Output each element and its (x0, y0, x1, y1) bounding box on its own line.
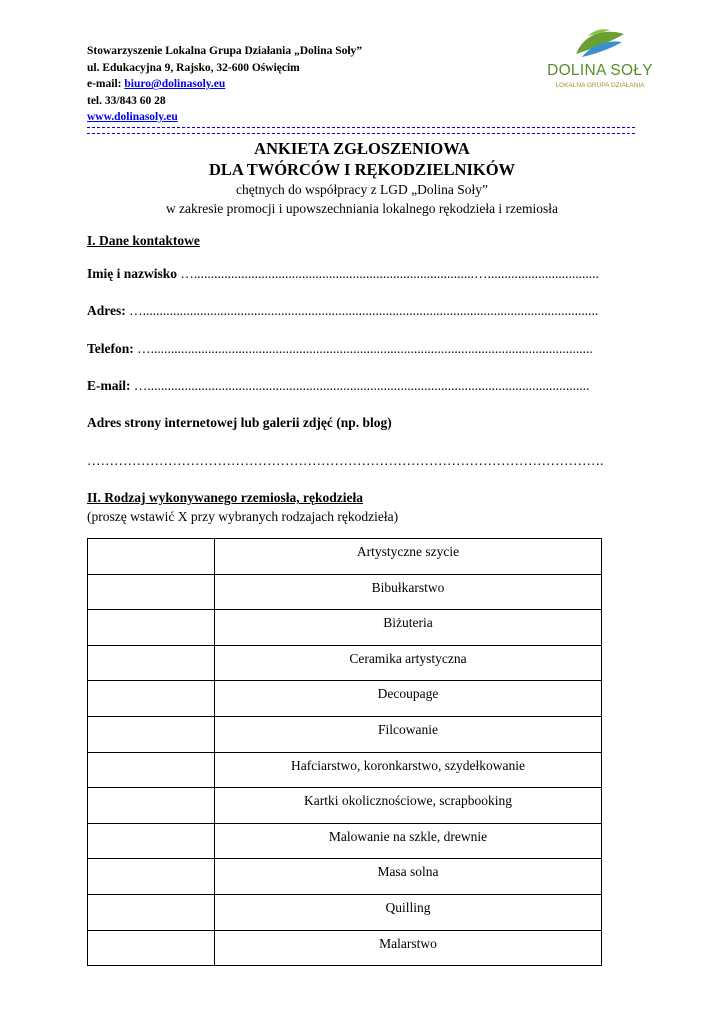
organization-info (87, 43, 362, 126)
address-dots: …....................................................................................................................................... (125, 303, 599, 318)
table-row (88, 681, 602, 717)
table-row (88, 930, 602, 966)
craft-checkbox-cell[interactable] (88, 716, 215, 752)
phone-label: Telefon: (87, 341, 134, 356)
name-dots: …...................................................................................…................................. (177, 266, 599, 281)
craft-name: Malowanie na szkle, drewnie (215, 823, 602, 859)
dolina-soly-logo (540, 24, 660, 94)
craft-checkbox-cell[interactable] (88, 681, 215, 717)
craft-checkbox-cell[interactable] (88, 539, 215, 575)
email-dots: …................................................................................................................................... (130, 378, 590, 393)
craft-checkbox-cell[interactable] (88, 823, 215, 859)
table-row (88, 574, 602, 610)
craft-checkbox-cell[interactable] (88, 610, 215, 646)
table-row (88, 788, 602, 824)
org-website-line (87, 109, 362, 126)
email-link[interactable]: biuro@dolinasoly.eu (124, 78, 226, 91)
craft-checkbox-cell[interactable] (88, 930, 215, 966)
name-field[interactable] (87, 266, 637, 282)
title-line-3: chętnych do współpracy z LGD „Dolina Soły” (236, 182, 488, 197)
logo-name: DOLINA SOŁY (547, 62, 653, 79)
craft-name: Biżuteria (215, 610, 602, 646)
email-label: e-mail: (87, 78, 125, 91)
org-name: Stowarzyszenie Lokalna Grupa Działania „Dolina Soły” (87, 45, 363, 57)
title-line-4: w zakresie promocji i upowszechniania lokalnego rękodzieła i rzemiosła (165, 201, 559, 216)
craft-name: Ceramika artystyczna (215, 645, 602, 681)
phone-field[interactable] (87, 341, 637, 357)
address-field[interactable] (87, 303, 637, 319)
name-label: Imię i nazwisko (87, 266, 178, 281)
section-2-heading: II. Rodzaj wykonywanego rzemiosła, rękodzieła (87, 490, 363, 505)
craft-name: Kartki okolicznościowe, scrapbooking (215, 788, 602, 824)
table-row (88, 716, 602, 752)
address-label: Adres: (87, 303, 126, 318)
title-line-1: ANKIETA ZGŁOSZENIOWA (254, 139, 470, 158)
table-row (88, 645, 602, 681)
craft-checkbox-cell[interactable] (88, 574, 215, 610)
section-1-heading: I. Dane kontaktowe (87, 233, 200, 248)
header-divider (87, 127, 635, 134)
crafts-table (87, 538, 602, 966)
craft-name: Hafciarstwo, koronkarstwo, szydełkowanie (215, 752, 602, 788)
craft-name: Quilling (215, 894, 602, 930)
org-phone: tel. 33/843 60 28 (87, 94, 166, 107)
org-email-line (87, 76, 362, 93)
craft-checkbox-cell[interactable] (88, 752, 215, 788)
logo-subtitle: LOKALNA GRUPA DZIAŁANIA (555, 82, 645, 89)
form-title (0, 138, 724, 218)
section-2-note: (proszę wstawić X przy wybranych rodzajach rękodzieła) (87, 509, 399, 524)
email-field-label: E-mail: (87, 378, 131, 393)
title-line-2: DLA TWÓRCÓW I RĘKODZIELNIKÓW (208, 160, 516, 179)
craft-name: Malarstwo (215, 930, 602, 966)
craft-checkbox-cell[interactable] (88, 645, 215, 681)
craft-name: Filcowanie (215, 716, 602, 752)
table-row (88, 859, 602, 895)
website-field-label (87, 415, 637, 431)
craft-checkbox-cell[interactable] (88, 859, 215, 895)
craft-checkbox-cell[interactable] (88, 788, 215, 824)
website-link[interactable]: www.dolinasoly.eu (87, 111, 178, 124)
craft-name: Masa solna (215, 859, 602, 895)
craft-name: Bibułkarstwo (215, 574, 602, 610)
org-address: ul. Edukacyjna 9, Rajsko, 32-600 Oświęcim (87, 61, 300, 74)
craft-name: Decoupage (215, 681, 602, 717)
table-row (88, 539, 602, 575)
logo-hills-icon (574, 24, 626, 62)
website-field[interactable] (87, 453, 637, 469)
website-dots: ……………………………………………………………………………………………………. (87, 453, 604, 468)
table-row (88, 610, 602, 646)
email-field[interactable] (87, 378, 637, 394)
table-row (88, 894, 602, 930)
craft-name: Artystyczne szycie (215, 539, 602, 575)
craft-checkbox-cell[interactable] (88, 894, 215, 930)
website-field-label-text: Adres strony internetowej lub galerii zdjęć (np. blog) (87, 415, 392, 430)
table-row (88, 823, 602, 859)
phone-dots: …................................................................................................................................... (133, 341, 593, 356)
table-row (88, 752, 602, 788)
